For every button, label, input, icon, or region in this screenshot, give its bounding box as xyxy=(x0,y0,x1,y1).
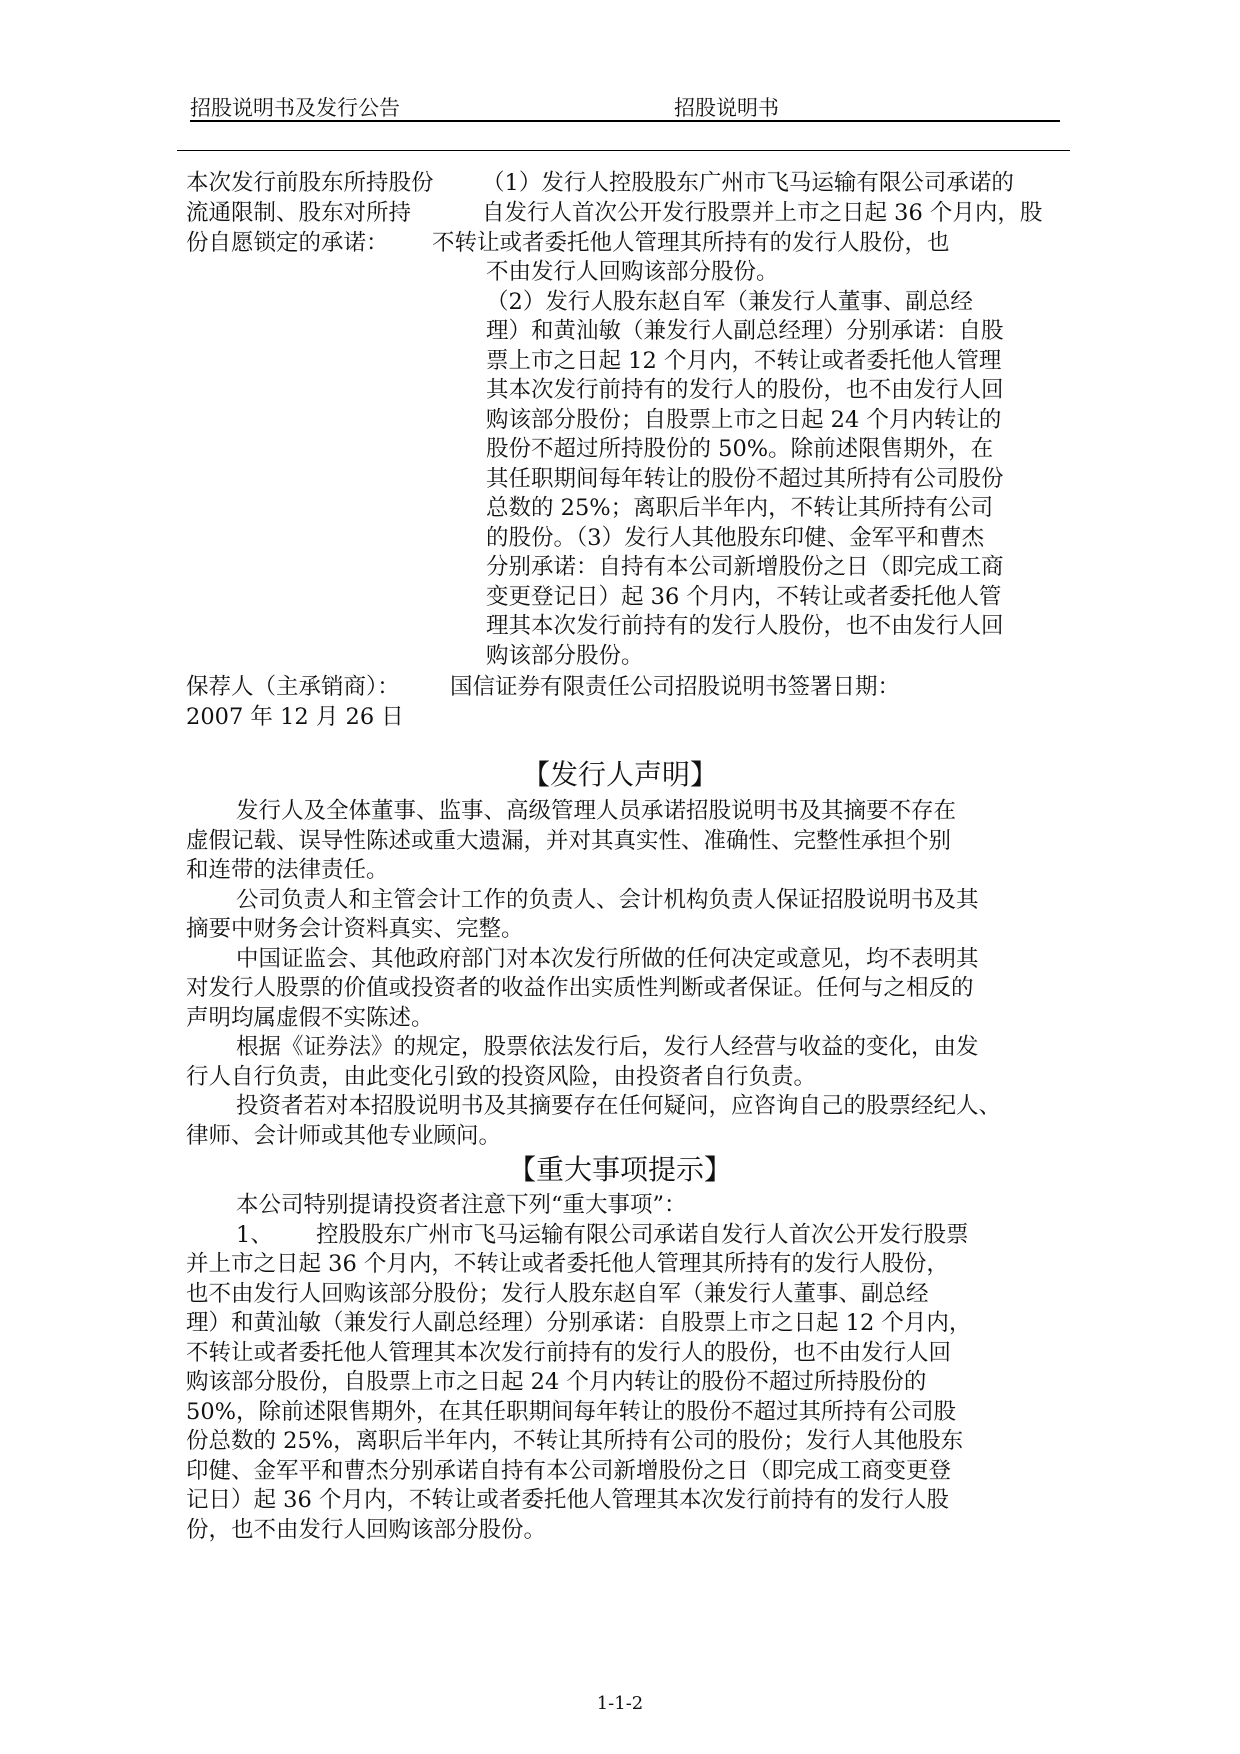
major-item-line: 也不由发行人回购该部分股份；发行人股东赵自军（兼发行人董事、副总经 xyxy=(186,1280,929,1307)
lockup-cont-line: 票上市之日起 12 个月内，不转让或者委托他人管理 xyxy=(486,347,1002,374)
lockup-label-line: 流通限制、股东对所持 xyxy=(186,200,412,226)
declaration-line: 根据《证券法》的规定，股票依法发行后，发行人经营与收益的变化，由发 xyxy=(236,1034,979,1060)
lockup-label-line: 本次发行前股东所持股份 xyxy=(186,170,434,196)
lockup-cont-line: 理）和黄汕敏（兼发行人副总经理）分别承诺：自股 xyxy=(486,318,1004,344)
lockup-cont-line: 其本次发行前持有的发行人的股份，也不由发行人回 xyxy=(486,377,1004,403)
declaration-line: 虚假记载、误导性陈述或重大遗漏，并对其真实性、准确性、完整性承担个别 xyxy=(186,827,952,854)
signing-date: 2007 年 12 月 26 日 xyxy=(186,704,404,730)
major-item-number: 1、 xyxy=(236,1222,273,1248)
header-section-title: 招股说明书 xyxy=(674,96,779,120)
declaration-line: 公司负责人和主管会计工作的负责人、会计机构负责人保证招股说明书及其 xyxy=(236,886,979,913)
major-item-line: 印健、金军平和曹杰分别承诺自持有本公司新增股份之日（即完成工商变更登 xyxy=(186,1457,952,1484)
major-item-line: 不转让或者委托他人管理其本次发行前持有的发行人的股份，也不由发行人回 xyxy=(186,1339,952,1366)
page-number: 1-1-2 xyxy=(596,1693,644,1714)
header-rule xyxy=(190,120,1060,122)
major-matters-title: 【重大事项提示】 xyxy=(507,1153,732,1186)
lockup-cont-line: 其任职期间每年转让的股份不超过其所持有公司股份 xyxy=(486,465,1004,492)
declaration-line: 律师、会计师或其他专业顾问。 xyxy=(186,1122,502,1149)
lockup-cont-line: 股份不超过所持股份的 50%。除前述限售期外，在 xyxy=(486,436,994,462)
declaration-line: 投资者若对本招股说明书及其摘要存在任何疑问，应咨询自己的股票经纪人、 xyxy=(236,1093,1002,1119)
lockup-cont-line: 的股份。（3）发行人其他股东印健、金军平和曹杰 xyxy=(486,524,985,551)
lockup-cont-line: 变更登记日）起 36 个月内，不转让或者委托他人管 xyxy=(486,583,1002,610)
major-matters-intro: 本公司特别提请投资者注意下列“重大事项”： xyxy=(236,1192,687,1218)
major-item-body xyxy=(186,1250,971,1545)
header-doc-title: 招股说明书及发行公告 xyxy=(190,96,400,120)
declaration-line: 行人自行负责，由此变化引致的投资风险，由投资者自行负责。 xyxy=(186,1063,817,1090)
lockup-label-line: 份自愿锁定的承诺： xyxy=(186,230,389,256)
lockup-continuation xyxy=(486,258,1004,671)
major-item-line: 购该部分股份，自股票上市之日起 24 个月内转让的股份不超过所持股份的 xyxy=(186,1369,927,1395)
major-item-line: 份总数的 25%，离职后半年内，不转让其所持有公司的股份；发行人其他股东 xyxy=(186,1428,964,1454)
lockup-cont-line: 总数的 25%；离职后半年内，不转让其所持有公司 xyxy=(486,495,994,521)
lockup-text-line: （1）发行人控股股东广州市飞马运输有限公司承诺的 xyxy=(482,170,1014,196)
declaration-line: 声明均属虚假不实陈述。 xyxy=(186,1004,434,1031)
lockup-cont-line: 理其本次发行前持有的发行人股份，也不由发行人回 xyxy=(486,613,1004,639)
major-item-line: 并上市之日起 36 个月内，不转让或者委托他人管理其所持有的发行人股份， xyxy=(186,1251,949,1277)
major-item-first-line: 控股股东广州市飞马运输有限公司承诺自发行人首次公开发行股票 xyxy=(316,1222,969,1248)
lockup-text-line: 自发行人首次公开发行股票并上市之日起 36 个月内，股 xyxy=(482,200,1043,226)
lockup-cont-line: （2）发行人股东赵自军（兼发行人董事、副总经 xyxy=(486,288,973,315)
sponsor-label: 保荐人（主承销商）： xyxy=(186,674,400,700)
major-item-line: 份，也不由发行人回购该部分股份。 xyxy=(186,1516,547,1543)
major-item-line: 记日）起 36 个月内，不转让或者委托他人管理其本次发行前持有的发行人股 xyxy=(186,1487,949,1513)
declaration-line: 发行人及全体董事、监事、高级管理人员承诺招股说明书及其摘要不存在 xyxy=(236,798,957,824)
declaration-body xyxy=(186,797,1001,1151)
lockup-cont-line: 购该部分股份；自股票上市之日起 24 个月内转让的 xyxy=(486,406,1002,433)
declaration-line: 和连带的法律责任。 xyxy=(186,857,389,883)
lockup-cont-line: 分别承诺：自持有本公司新增股份之日（即完成工商 xyxy=(486,554,1004,580)
lockup-cont-line: 不由发行人回购该部分股份。 xyxy=(486,259,779,285)
major-item-line: 50%，除前述限售期外，在其任职期间每年转让的股份不超过其所持有公司股 xyxy=(186,1398,957,1425)
lockup-cont-line: 购该部分股份。 xyxy=(486,642,644,669)
header-rule-secondary xyxy=(177,150,1070,151)
declaration-line: 摘要中财务会计资料真实、完整。 xyxy=(186,916,524,942)
declaration-title: 【发行人声明】 xyxy=(521,758,718,791)
declaration-line: 中国证监会、其他政府部门对本次发行所做的任何决定或意见，均不表明其 xyxy=(236,945,979,972)
lockup-text-line: 不转让或者委托他人管理其所持有的发行人股份，也 xyxy=(432,230,950,256)
declaration-line: 对发行人股票的价值或投资者的收益作出实质性判断或者保证。任何与之相反的 xyxy=(186,975,974,1001)
sponsor-value: 国信证券有限责任公司招股说明书签署日期： xyxy=(450,674,901,700)
major-item-line: 理）和黄汕敏（兼发行人副总经理）分别承诺：自股票上市之日起 12 个月内， xyxy=(186,1310,972,1336)
